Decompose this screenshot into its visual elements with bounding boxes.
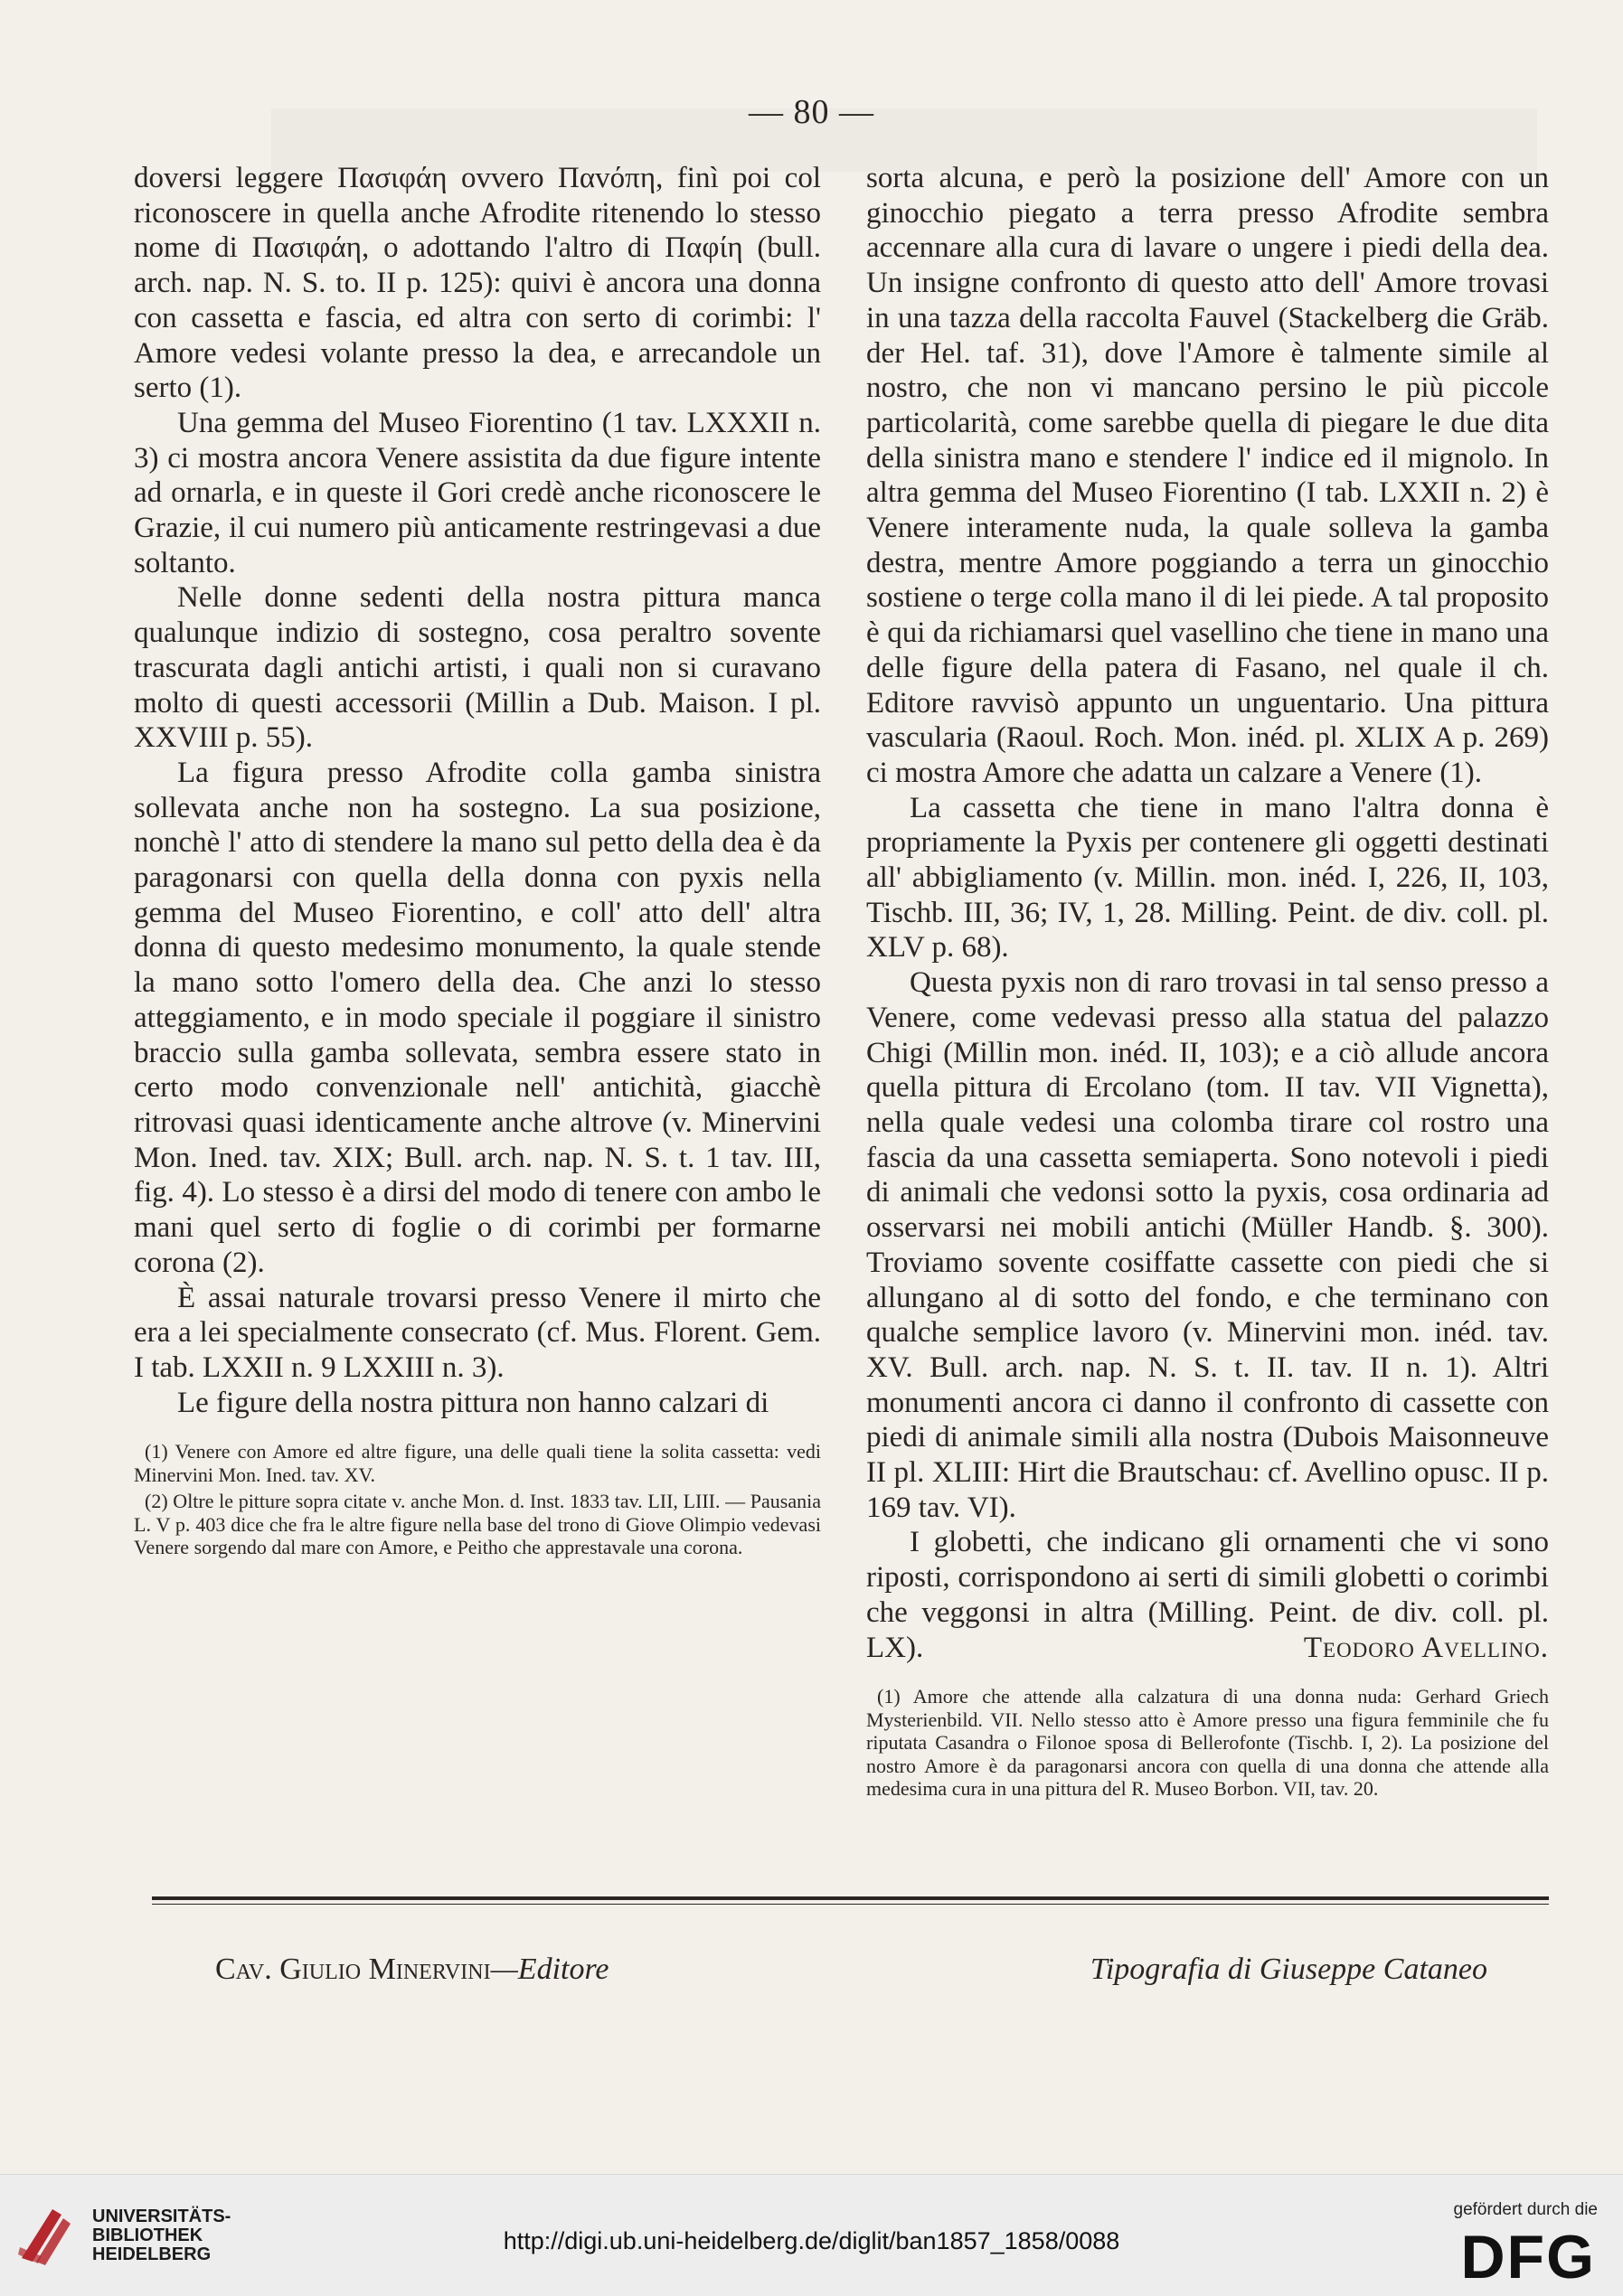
- paragraph: Questa pyxis non di raro trovasi in tal senso presso a Venere, come vedevasi presso alla statua del palazzo Chigi (Millin mon. inéd. II, 103); e a ciò allude ancora quella pittura di Ercolano (tom. II tav. VII Vignetta), nella quale vedesi una colomba tirare col rostro una fascia da una cassetta semiaperta. Sono notevoli i piedi di animali che vedonsi sotto la pyxis, cosa ordinaria ad osservarsi nei mobili antichi (Müller Handb. §. 300). Troviamo sovente cosiffatte cassette con piedi che si allungano al di sotto del fondo, e che terminano con qualche semplice lavoro (v. Minervini mon. inéd. tav. XV. Bull. arch. nap. N. S. t. II. tav. II n. 1). Altri monumenti ancora ci danno il confronto di cassette con piedi di animale simili alla nostra (Dubois Maisonneuve II pl. XLIII: Hirt die Brautschau: cf. Avellino opusc. II p. 169 tav. VI).: [866, 966, 1549, 1524]
- footnote: (1) Venere con Amore ed altre figure, una delle quali tiene la solita cassetta: vedi Minervini Mon. Ined. tav. XV.: [134, 1440, 821, 1486]
- author-signature: Teodoro Avellino.: [1303, 1631, 1549, 1664]
- paragraph: La figura presso Afrodite colla gamba sinistra sollevata anche non ha sostegno. La sua posizione, nonchè l' atto di stendere la mano sul petto della dea è da paragonarsi con quella della donna con pyxis nella gemma del Museo Fiorentino, e coll' atto dell' altra donna di questo medesimo monumento, la quale stende la mano sotto l'omero della dea. Che anzi lo stesso atteggiamento, e in modo speciale il poggiare il sinistro braccio sulla gamba sollevata, sembra essere stato in certo modo convenzionale nell' antichità, giacchè ritrovasi quasi identicamente anche altrove (v. Minervini Mon. Ined. tav. XIX; Bull. arch. nap. N. S. t. 1 tav. III, fig. 4). Lo stesso è a dirsi del modo di tenere con ambo le mani quel serto di foglie o di corimbi per formarne corona (2).: [134, 756, 821, 1279]
- footnotes: [134, 1440, 821, 1559]
- dfg-logo: DFG: [1460, 2223, 1596, 2291]
- library-name-line: HEIDELBERG: [92, 2244, 212, 2264]
- editor-role: —Editore: [490, 1953, 609, 1986]
- paragraph: Una gemma del Museo Fiorentino (1 tav. LXXXII n. 3) ci mostra ancora Venere assistita da due figure intente ad ornarla, e in queste il Gori credè anche riconoscere le Grazie, il cui numero più anticamente restringevasi a due soltanto.: [134, 406, 821, 579]
- editor-name: Cav. Giulio Minervini: [215, 1953, 491, 1986]
- right-column: [866, 161, 1549, 1804]
- paragraph: [866, 1525, 1549, 1665]
- funded-by-label: gefördert durch die: [1453, 2200, 1598, 2219]
- left-column: [134, 161, 821, 1563]
- editor-imprint: [215, 1953, 609, 1987]
- paragraph: La cassetta che tiene in mano l'altra donna è propriamente la Pyxis per contenere gli oggetti destinati all' abbigliamento (v. Millin. mon. inéd. I, 226, II, 103, Tischb. III, 36; IV, 1, 28. Milling. Peint. de div. coll. pl. XLV p. 68).: [866, 791, 1549, 965]
- paragraph: Le figure della nostra pittura non hanno calzari di: [177, 1386, 769, 1419]
- digitization-footer: [0, 2174, 1623, 2296]
- bottom-rule-thin: [152, 1904, 1549, 1905]
- paragraph: doversi leggere Πασιφάη ovvero Παvόπη, finì poi col riconoscere in quella anche Afrodite ritenendo lo stesso nome di Πασιφάη, o adottando l'altro di Παφίη (bull. arch. nap. N. S. to. II p. 125): quivi è ancora una donna con cassetta e fascia, ed altra con serto di corimbi: l' Amore vedesi volante presso la dea, e arrecandole un serto (1).: [134, 162, 821, 405]
- footnotes: [866, 1685, 1549, 1801]
- footnote: (1) Amore che attende alla calzatura di una donna nuda: Gerhard Griech Mysterienbild. VII. Nello stesso atto è Amore presso una figura femminile che fu riputata Casandra o Filonoe sposa di Bellerofonte (Tischb. I, 2). La posizione del nostro Amore è da paragonarsi ancora con quella di una donna che attende alla medesima cura in una pittura del R. Museo Borbon. VII, tav. 20.: [866, 1685, 1549, 1801]
- library-name-line: BIBLIOTHEK: [92, 2225, 203, 2245]
- paragraph: sorta alcuna, e però la posizione dell' Amore con un ginocchio piegato a terra presso Afrodite sembra accennare alla cura di lavare o ungere i piedi della dea. Un insigne confronto di questo atto dell' Amore trovasi in una tazza della raccolta Fauvel (Stackelberg die Gräb. der Hel. taf. 31), dove l'Amore è talmente simile al nostro, che non vi mancano persino le più piccole particolarità, come sarebbe quella di piegare le due dita della sinistra mano e stendere l' indice ed il mignolo. In altra gemma del Museo Fiorentino (I tab. LXXII n. 2) è Venere interamente nuda, la quale solleva la gamba destra, mentre Amore poggiando a terra un ginocchio sostiene o terge colla mano il di lei piede. A tal proposito è qui da richiamarsi quel vasellino che tiene in mano una delle figure della patera di Fasano, nel quale il ch. Editore ravvisò appunto un unguentario. Una pittura vascularia (Raoul. Roch. Mon. inéd. pl. XLIX A p. 269) ci mostra Amore che adatta un calzare a Venere (1).: [866, 162, 1549, 789]
- permalink-url[interactable]: http://digi.ub.uni-heidelberg.de/diglit/ban1857_1858/0088: [503, 2227, 1120, 2254]
- paragraph: È assai naturale trovarsi presso Venere il mirto che era a lei specialmente consecrato (cf. Mus. Florent. Gem. I tab. LXXII n. 9 LXXIII n. 3).: [134, 1281, 821, 1384]
- page-number: — 80 —: [749, 93, 874, 131]
- paragraph-text: I globetti, che indicano gli ornamenti che vi sono riposti, corrispondono ai serti di simili globetti o corimbi che veggonsi in altra (Milling. Peint. de div. coll. pl. LX).: [866, 1526, 1549, 1664]
- paragraph: Nelle donne sedenti della nostra pittura manca qualunque indizio di sostegno, cosa peraltro sovente trascurata dagli antichi artisti, i quali non si curavano molto di questi accessorii (Millin a Dub. Maison. I pl. XXVIII p. 55).: [134, 581, 821, 755]
- bottom-rule: [152, 1896, 1549, 1900]
- printer-imprint: Tipografia di Giuseppe Cataneo: [1090, 1953, 1487, 1986]
- footnote: (2) Oltre le pitture sopra citate v. anche Mon. d. Inst. 1833 tav. LII, LIII. — Pausania L. V p. 403 dice che fra le altre figure nella base del trono di Giove Olimpio vedevasi Venere sorgendo dal mare con Amore, e Peitho che apprestavale una corona.: [134, 1490, 821, 1559]
- library-name-line: UNIVERSITÄTS-: [92, 2207, 231, 2226]
